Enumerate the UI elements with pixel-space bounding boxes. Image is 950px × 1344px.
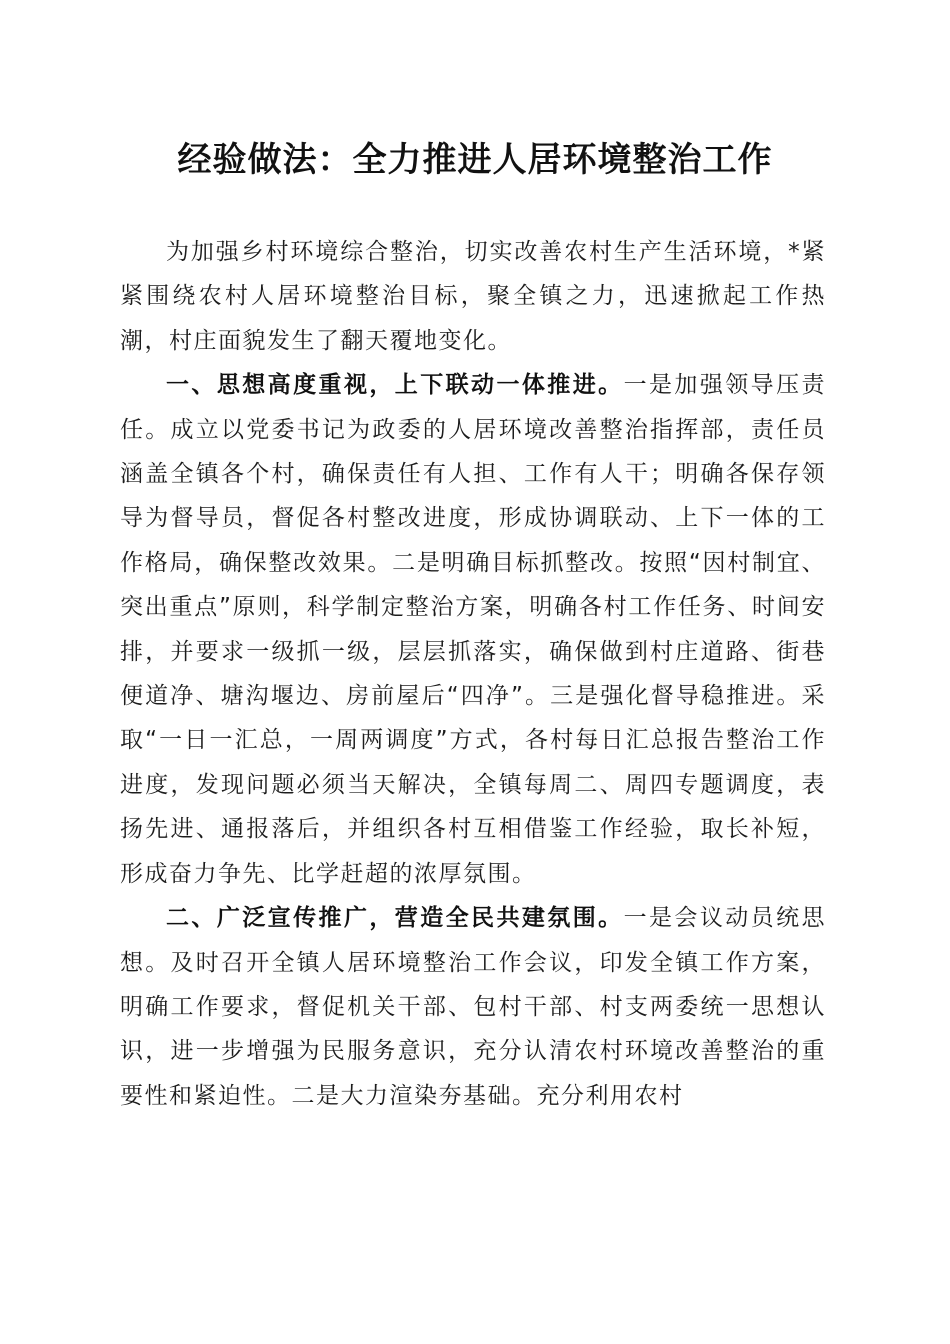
section-1-body: 一是加强领导压责任。成立以党委书记为政委的人居环境改善整治指挥部，责任员涵盖全镇各个村，确保责任有人担、工作有人干；明确各保存领导为督导员，督促各村整改进度，形成协调联动、上下一体的工作格局，确保整改效果。二是明确目标抓整改。按照“因村制宜、突出重点”原则，科学制定整治方案，明确各村工作任务、时间安排，并要求一级抓一级，层层抓落实，确保做到村庄道路、街巷便道净、塘沟堰边、房前屋后“四净”。三是强化督导稳推进。采取“一日一汇总，一周两调度”方式，各村每日汇总报告整治工作进度，发现问题必须当天解决，全镇每周二、周四专题调度，表扬先进、通报落后，并组织各村互相借鉴工作经验，取长补短，形成奋力争先、比学赶超的浓厚氛围。	[120, 372, 827, 887]
section-2-body: 一是会议动员统思想。及时召开全镇人居环境整治工作会议，印发全镇工作方案，明确工作要求，督促机关干部、包村干部、村支两委统一思想认识，进一步增强为民服务意识，充分认清农村环境改善整治的重要性和紧迫性。二是大力渲染夯基础。充分利用农村	[120, 905, 827, 1109]
section-1-heading: 一、思想高度重视，上下联动一体推进。	[166, 372, 624, 399]
intro-paragraph: 为加强乡村环境综合整治，切实改善农村生产生活环境，*紧紧围绕农村人居环境整治目标，聚全镇之力，迅速掀起工作热潮，村庄面貌发生了翻天覆地变化。	[120, 239, 826, 354]
document-title: 经验做法：全力推进人居环境整治工作	[177, 140, 773, 180]
document-body	[120, 230, 826, 1118]
section-1-paragraph	[120, 363, 826, 896]
section-2-paragraph	[120, 896, 826, 1118]
section-2-heading: 二、广泛宣传推广，营造全民共建氛围。	[166, 905, 624, 932]
